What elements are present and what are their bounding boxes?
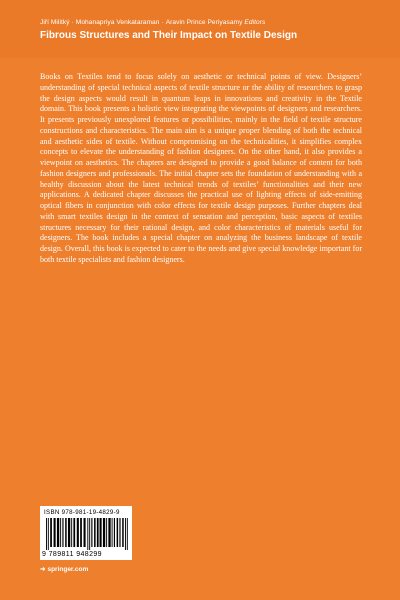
barcode-bar — [94, 518, 96, 547]
barcode-bar — [108, 518, 110, 547]
barcode-digits: 9 789811 948299 — [42, 550, 102, 558]
editors-line — [40, 19, 380, 26]
barcode-bar — [84, 518, 86, 547]
barcode-bar — [87, 518, 88, 550]
barcode-bar — [106, 518, 107, 547]
barcode-bar — [100, 518, 102, 547]
barcode-bar — [73, 518, 75, 547]
book-title: Fibrous Structures and Their Impact on Textile Design — [40, 30, 298, 41]
isbn-label: ISBN 978-981-19-4829-9 — [44, 509, 120, 516]
arrow-right-icon: ➜ — [40, 566, 46, 573]
editor-name: Aravin Prince Periyasamy — [165, 19, 243, 26]
barcode-bar — [103, 518, 105, 547]
editor-separator: · — [71, 19, 74, 26]
publisher-link[interactable] — [40, 565, 160, 573]
editor-separator: · — [161, 19, 164, 26]
barcode-bar — [117, 518, 119, 547]
barcode-bar — [60, 518, 61, 547]
book-description: Books on Textiles tend to focus solely on aesthetic or technical points of view. Designers’ understanding of special technical aspects of textile structure or the ability of researchers to grasp the design aspects would result in quantum leaps in innovations and creativity in the Textile domain. This book presents a holistic view integrating the viewpoints of designers and researchers. It presents previously unexplored features or possibilities, mainly in the field of textile structure constructions and characteristics. The main aim is a unique proper blending of both the technical and aesthetic sides of textile. Without compromising on the technicalities, it simplifies complex concepts to elevate the understanding of fashion designers. On the other hand, it also provides a viewpoint on aesthetics. The chapters are designed to provide a good balance of content for both fashion designers and professionals. The initial chapter sets the foundation of understanding with a healthy discussion about the latest technical trends of textiles’ functionalities and their new applications. A dedicated chapter discusses the practical use of lighting effects of side-emitting optical fibers in conjunction with color effects for textile design purposes. Further chapters deal with smart textiles design in the context of sensation and perception, basic aspects of textiles structures necessary for their rational design, and color characteristics of materials useful for designers. The book includes a special chapter on analyzing the business landscape of textile design. Overall, this book is expected to cater to the needs and give special knowledge important for both textile specialists and fashion designers. — [40, 72, 362, 264]
barcode-bar — [91, 518, 92, 547]
barcode-bar — [80, 518, 82, 547]
barcode-bar — [89, 518, 90, 550]
barcode-bar — [114, 518, 115, 547]
barcode-bar — [71, 518, 72, 547]
barcode-bar — [119, 518, 120, 547]
barcode-bar — [127, 518, 128, 550]
isbn-barcode — [40, 506, 132, 560]
editors-role-label: Editors — [244, 19, 266, 26]
barcode-bar — [97, 518, 99, 547]
barcode-bar — [48, 518, 49, 550]
barcode-bar — [46, 518, 47, 550]
barcode-bar — [122, 518, 124, 547]
barcode-bar — [125, 518, 126, 550]
barcode-bar — [50, 518, 52, 547]
publisher-url: springer.com — [47, 566, 89, 573]
barcode-bar — [77, 518, 79, 547]
editor-name: Mohanapriya Venkataraman — [75, 19, 160, 26]
barcode-bars — [46, 518, 128, 550]
barcode-bar — [112, 518, 113, 547]
header-band — [0, 0, 400, 58]
barcode-bar — [62, 518, 63, 547]
barcode-bar — [54, 518, 56, 547]
barcode-bar — [68, 518, 70, 547]
barcode-bar — [57, 518, 59, 547]
barcode-bar — [65, 518, 67, 547]
editor-name: Jiří Militký — [40, 19, 70, 26]
